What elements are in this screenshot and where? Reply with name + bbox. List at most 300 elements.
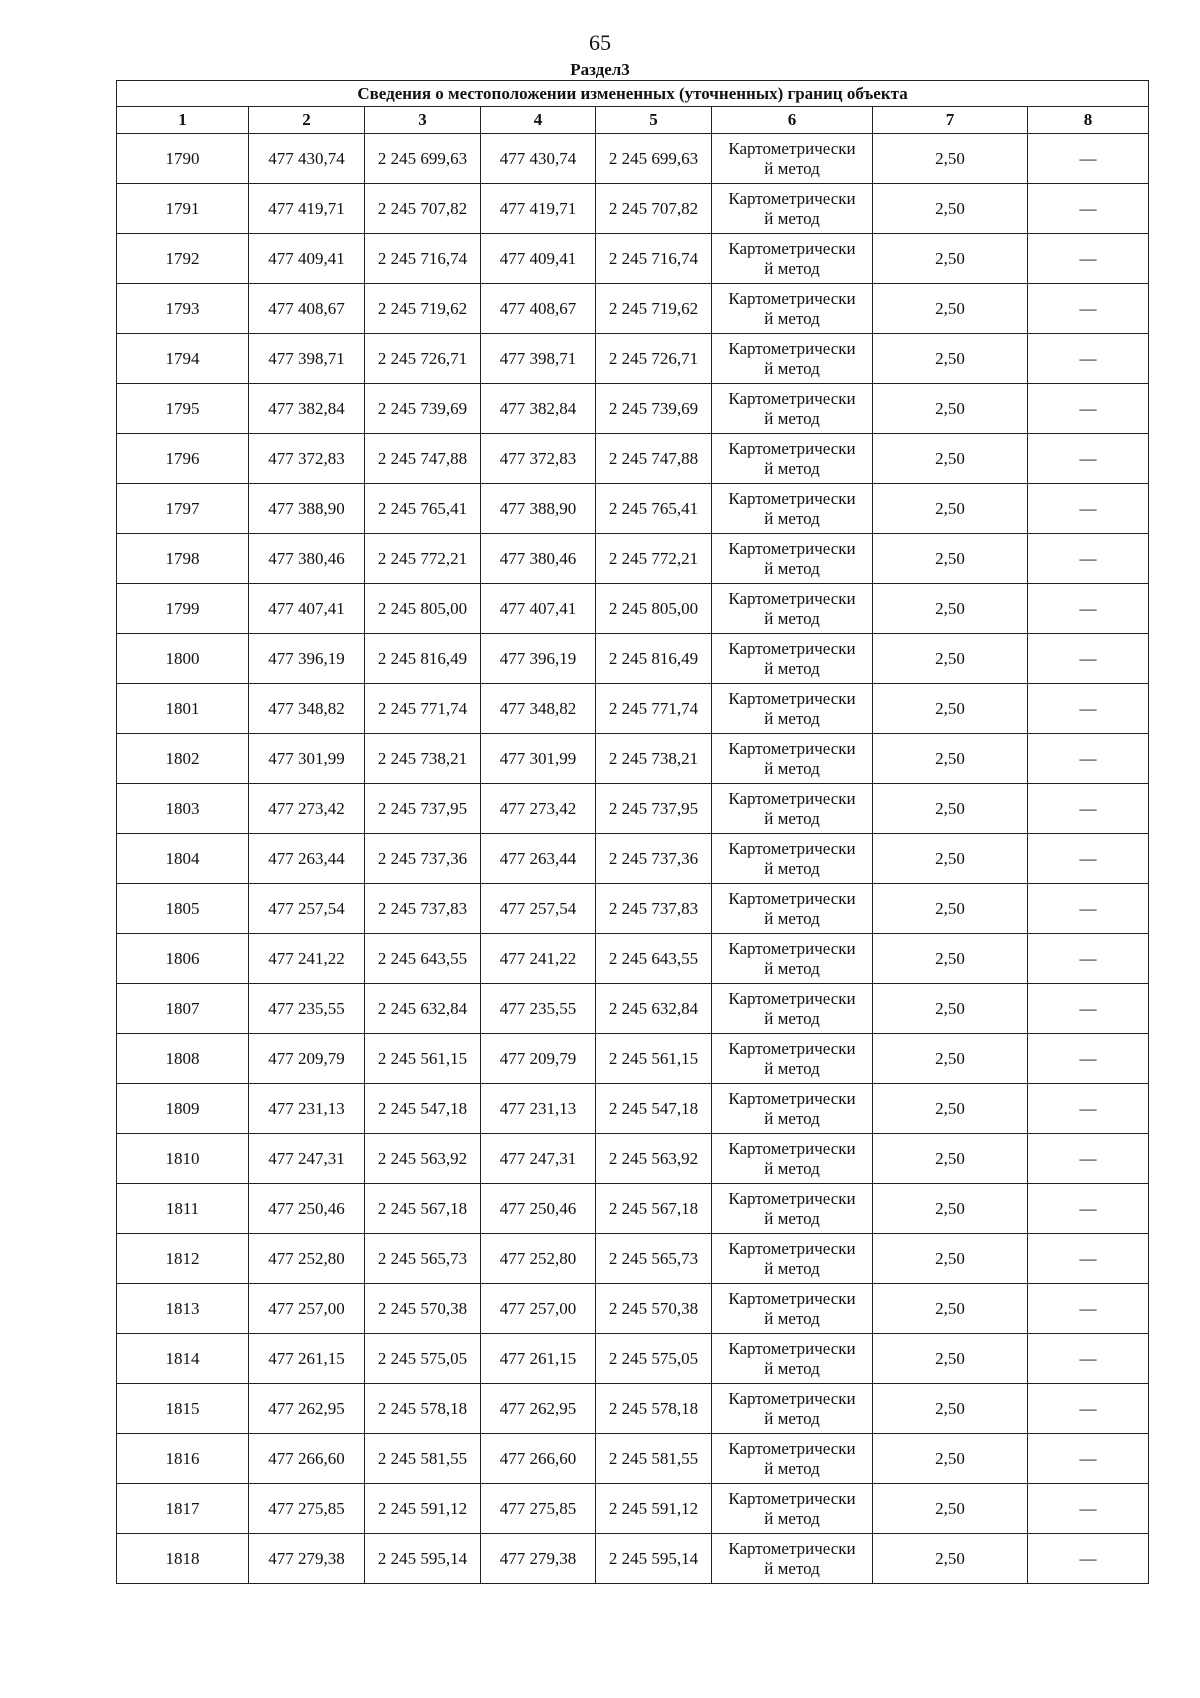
method-cell — [712, 734, 873, 784]
note-cell: — — [1028, 634, 1149, 684]
table-body — [117, 134, 1149, 1584]
x-coordinate-cell: 477 250,46 — [249, 1184, 365, 1234]
x-coordinate-new-cell: 477 372,83 — [481, 434, 596, 484]
method-line: й метод — [764, 1308, 820, 1328]
y-coordinate-new-cell: 2 245 565,73 — [596, 1234, 712, 1284]
table-row — [117, 1234, 1149, 1284]
y-coordinate-cell: 2 245 565,73 — [365, 1234, 481, 1284]
method-cell — [712, 1234, 873, 1284]
method-cell — [712, 984, 873, 1034]
note-cell: — — [1028, 1484, 1149, 1534]
x-coordinate-new-cell: 477 235,55 — [481, 984, 596, 1034]
accuracy-cell: 2,50 — [873, 734, 1028, 784]
table-row — [117, 134, 1149, 184]
note-cell: — — [1028, 884, 1149, 934]
y-coordinate-new-cell: 2 245 738,21 — [596, 734, 712, 784]
note-cell: — — [1028, 1084, 1149, 1134]
point-number-cell: 1818 — [117, 1534, 249, 1584]
y-coordinate-new-cell: 2 245 567,18 — [596, 1184, 712, 1234]
x-coordinate-cell: 477 266,60 — [249, 1434, 365, 1484]
accuracy-cell: 2,50 — [873, 584, 1028, 634]
section-label: Раздел3 — [570, 60, 630, 79]
method-line: Картометрически — [728, 1238, 856, 1258]
point-number-cell: 1804 — [117, 834, 249, 884]
x-coordinate-cell: 477 396,19 — [249, 634, 365, 684]
table-row — [117, 184, 1149, 234]
method-cell — [712, 784, 873, 834]
method-line: Картометрически — [728, 1338, 856, 1358]
accuracy-cell: 2,50 — [873, 884, 1028, 934]
x-coordinate-new-cell: 477 257,54 — [481, 884, 596, 934]
method-cell — [712, 584, 873, 634]
method-cell — [712, 1084, 873, 1134]
table-row — [117, 1134, 1149, 1184]
method-cell — [712, 234, 873, 284]
point-number-cell: 1795 — [117, 384, 249, 434]
method-line: Картометрически — [728, 1088, 856, 1108]
method-line: Картометрически — [728, 788, 856, 808]
method-line: Картометрически — [728, 338, 856, 358]
column-number: 6 — [712, 107, 873, 134]
y-coordinate-cell: 2 245 595,14 — [365, 1534, 481, 1584]
point-number-cell: 1797 — [117, 484, 249, 534]
y-coordinate-cell: 2 245 575,05 — [365, 1334, 481, 1384]
table-row — [117, 634, 1149, 684]
point-number-cell: 1808 — [117, 1034, 249, 1084]
accuracy-cell: 2,50 — [873, 334, 1028, 384]
y-coordinate-new-cell: 2 245 581,55 — [596, 1434, 712, 1484]
table-row — [117, 734, 1149, 784]
y-coordinate-cell: 2 245 563,92 — [365, 1134, 481, 1184]
method-cell — [712, 384, 873, 434]
y-coordinate-cell: 2 245 726,71 — [365, 334, 481, 384]
x-coordinate-new-cell: 477 388,90 — [481, 484, 596, 534]
y-coordinate-cell: 2 245 772,21 — [365, 534, 481, 584]
table-row — [117, 234, 1149, 284]
x-coordinate-new-cell: 477 252,80 — [481, 1234, 596, 1284]
method-line: й метод — [764, 808, 820, 828]
y-coordinate-cell: 2 245 737,36 — [365, 834, 481, 884]
column-number: 1 — [117, 107, 249, 134]
method-line: й метод — [764, 1508, 820, 1528]
x-coordinate-new-cell: 477 396,19 — [481, 634, 596, 684]
y-coordinate-new-cell: 2 245 561,15 — [596, 1034, 712, 1084]
method-cell — [712, 834, 873, 884]
y-coordinate-new-cell: 2 245 719,62 — [596, 284, 712, 334]
point-number-cell: 1801 — [117, 684, 249, 734]
y-coordinate-new-cell: 2 245 737,36 — [596, 834, 712, 884]
method-line: й метод — [764, 958, 820, 978]
method-cell — [712, 1034, 873, 1084]
method-line: Картометрически — [728, 238, 856, 258]
method-cell — [712, 1384, 873, 1434]
column-number: 3 — [365, 107, 481, 134]
table-row — [117, 1334, 1149, 1384]
table-row — [117, 1384, 1149, 1434]
method-cell — [712, 534, 873, 584]
note-cell: — — [1028, 1334, 1149, 1384]
point-number-cell: 1815 — [117, 1384, 249, 1434]
method-line: Картометрически — [728, 588, 856, 608]
x-coordinate-new-cell: 477 398,71 — [481, 334, 596, 384]
point-number-cell: 1800 — [117, 634, 249, 684]
y-coordinate-cell: 2 245 578,18 — [365, 1384, 481, 1434]
y-coordinate-cell: 2 245 739,69 — [365, 384, 481, 434]
point-number-cell: 1810 — [117, 1134, 249, 1184]
method-cell — [712, 684, 873, 734]
x-coordinate-new-cell: 477 209,79 — [481, 1034, 596, 1084]
accuracy-cell: 2,50 — [873, 1034, 1028, 1084]
method-line: й метод — [764, 1258, 820, 1278]
x-coordinate-new-cell: 477 409,41 — [481, 234, 596, 284]
method-line: й метод — [764, 408, 820, 428]
table-row — [117, 934, 1149, 984]
y-coordinate-new-cell: 2 245 547,18 — [596, 1084, 712, 1134]
point-number-cell: 1811 — [117, 1184, 249, 1234]
accuracy-cell: 2,50 — [873, 1184, 1028, 1234]
note-cell: — — [1028, 734, 1149, 784]
method-line: Картометрически — [728, 988, 856, 1008]
column-number: 5 — [596, 107, 712, 134]
accuracy-cell: 2,50 — [873, 934, 1028, 984]
table-row — [117, 684, 1149, 734]
column-number: 8 — [1028, 107, 1149, 134]
y-coordinate-cell: 2 245 719,62 — [365, 284, 481, 334]
y-coordinate-new-cell: 2 245 578,18 — [596, 1384, 712, 1434]
point-number-cell: 1807 — [117, 984, 249, 1034]
x-coordinate-new-cell: 477 266,60 — [481, 1434, 596, 1484]
method-line: й метод — [764, 1558, 820, 1578]
x-coordinate-new-cell: 477 348,82 — [481, 684, 596, 734]
note-cell: — — [1028, 1384, 1149, 1434]
table-row — [117, 784, 1149, 834]
accuracy-cell: 2,50 — [873, 184, 1028, 234]
accuracy-cell: 2,50 — [873, 984, 1028, 1034]
accuracy-cell: 2,50 — [873, 284, 1028, 334]
method-cell — [712, 1334, 873, 1384]
method-line: Картометрически — [728, 438, 856, 458]
y-coordinate-cell: 2 245 643,55 — [365, 934, 481, 984]
column-number: 7 — [873, 107, 1028, 134]
method-cell — [712, 1134, 873, 1184]
x-coordinate-cell: 477 382,84 — [249, 384, 365, 434]
point-number-cell: 1799 — [117, 584, 249, 634]
note-cell: — — [1028, 1284, 1149, 1334]
x-coordinate-cell: 477 257,00 — [249, 1284, 365, 1334]
point-number-cell: 1814 — [117, 1334, 249, 1384]
note-cell: — — [1028, 1234, 1149, 1284]
accuracy-cell: 2,50 — [873, 634, 1028, 684]
x-coordinate-new-cell: 477 407,41 — [481, 584, 596, 634]
accuracy-cell: 2,50 — [873, 834, 1028, 884]
table-row — [117, 1034, 1149, 1084]
method-cell — [712, 1534, 873, 1584]
note-cell: — — [1028, 684, 1149, 734]
method-line: й метод — [764, 1158, 820, 1178]
y-coordinate-cell: 2 245 747,88 — [365, 434, 481, 484]
accuracy-cell: 2,50 — [873, 1134, 1028, 1184]
x-coordinate-cell: 477 372,83 — [249, 434, 365, 484]
method-line: Картометрически — [728, 1488, 856, 1508]
method-line: Картометрически — [728, 288, 856, 308]
method-line: Картометрически — [728, 888, 856, 908]
method-line: Картометрически — [728, 1138, 856, 1158]
method-line: Картометрически — [728, 638, 856, 658]
accuracy-cell: 2,50 — [873, 234, 1028, 284]
note-cell: — — [1028, 1534, 1149, 1584]
x-coordinate-new-cell: 477 262,95 — [481, 1384, 596, 1434]
method-line: Картометрически — [728, 1388, 856, 1408]
x-coordinate-cell: 477 263,44 — [249, 834, 365, 884]
method-line: й метод — [764, 908, 820, 928]
method-cell — [712, 1434, 873, 1484]
method-line: й метод — [764, 458, 820, 478]
y-coordinate-cell: 2 245 547,18 — [365, 1084, 481, 1134]
method-line: й метод — [764, 358, 820, 378]
y-coordinate-cell: 2 245 581,55 — [365, 1434, 481, 1484]
note-cell: — — [1028, 384, 1149, 434]
x-coordinate-new-cell: 477 419,71 — [481, 184, 596, 234]
method-line: й метод — [764, 758, 820, 778]
point-number-cell: 1794 — [117, 334, 249, 384]
method-line: Картометрически — [728, 1438, 856, 1458]
x-coordinate-new-cell: 477 279,38 — [481, 1534, 596, 1584]
point-number-cell: 1813 — [117, 1284, 249, 1334]
method-line: Картометрически — [728, 188, 856, 208]
y-coordinate-new-cell: 2 245 739,69 — [596, 384, 712, 434]
point-number-cell: 1790 — [117, 134, 249, 184]
x-coordinate-new-cell: 477 241,22 — [481, 934, 596, 984]
method-line: Картометрически — [728, 688, 856, 708]
x-coordinate-cell: 477 261,15 — [249, 1334, 365, 1384]
method-cell — [712, 484, 873, 534]
method-line: Картометрически — [728, 1288, 856, 1308]
table-row — [117, 384, 1149, 434]
table-row — [117, 1284, 1149, 1334]
y-coordinate-new-cell: 2 245 575,05 — [596, 1334, 712, 1384]
x-coordinate-new-cell: 477 273,42 — [481, 784, 596, 834]
method-cell — [712, 184, 873, 234]
method-cell — [712, 634, 873, 684]
method-line: й метод — [764, 158, 820, 178]
column-number: 4 — [481, 107, 596, 134]
x-coordinate-cell: 477 231,13 — [249, 1084, 365, 1134]
y-coordinate-new-cell: 2 245 716,74 — [596, 234, 712, 284]
point-number-cell: 1816 — [117, 1434, 249, 1484]
point-number-cell: 1812 — [117, 1234, 249, 1284]
method-line: Картометрически — [728, 538, 856, 558]
method-line: й метод — [764, 1208, 820, 1228]
y-coordinate-new-cell: 2 245 707,82 — [596, 184, 712, 234]
y-coordinate-new-cell: 2 245 737,83 — [596, 884, 712, 934]
point-number-cell: 1817 — [117, 1484, 249, 1534]
method-line: Картометрически — [728, 388, 856, 408]
x-coordinate-new-cell: 477 257,00 — [481, 1284, 596, 1334]
x-coordinate-new-cell: 477 382,84 — [481, 384, 596, 434]
y-coordinate-cell: 2 245 737,83 — [365, 884, 481, 934]
method-line: й метод — [764, 608, 820, 628]
point-number-cell: 1805 — [117, 884, 249, 934]
column-number-row — [117, 107, 1149, 134]
y-coordinate-cell: 2 245 567,18 — [365, 1184, 481, 1234]
point-number-cell: 1809 — [117, 1084, 249, 1134]
y-coordinate-new-cell: 2 245 771,74 — [596, 684, 712, 734]
accuracy-cell: 2,50 — [873, 1384, 1028, 1434]
x-coordinate-cell: 477 430,74 — [249, 134, 365, 184]
page-number: 65 — [589, 30, 611, 55]
method-line: й метод — [764, 1058, 820, 1078]
method-line: й метод — [764, 1408, 820, 1428]
method-line: й метод — [764, 208, 820, 228]
table-title: Сведения о местоположении измененных (уточненных) границ объекта — [117, 81, 1149, 107]
point-number-cell: 1798 — [117, 534, 249, 584]
method-line: Картометрически — [728, 1188, 856, 1208]
x-coordinate-cell: 477 275,85 — [249, 1484, 365, 1534]
y-coordinate-cell: 2 245 561,15 — [365, 1034, 481, 1084]
y-coordinate-new-cell: 2 245 747,88 — [596, 434, 712, 484]
method-line: й метод — [764, 1008, 820, 1028]
y-coordinate-cell: 2 245 632,84 — [365, 984, 481, 1034]
y-coordinate-new-cell: 2 245 595,14 — [596, 1534, 712, 1584]
y-coordinate-new-cell: 2 245 699,63 — [596, 134, 712, 184]
boundary-coordinates-table — [116, 80, 1149, 1584]
method-line: й метод — [764, 1358, 820, 1378]
method-line: Картометрически — [728, 938, 856, 958]
method-line: й метод — [764, 308, 820, 328]
column-number: 2 — [249, 107, 365, 134]
method-line: й метод — [764, 508, 820, 528]
method-line: Картометрически — [728, 488, 856, 508]
x-coordinate-new-cell: 477 247,31 — [481, 1134, 596, 1184]
table-row — [117, 534, 1149, 584]
y-coordinate-new-cell: 2 245 570,38 — [596, 1284, 712, 1334]
accuracy-cell: 2,50 — [873, 684, 1028, 734]
accuracy-cell: 2,50 — [873, 534, 1028, 584]
y-coordinate-new-cell: 2 245 765,41 — [596, 484, 712, 534]
note-cell: — — [1028, 784, 1149, 834]
x-coordinate-cell: 477 279,38 — [249, 1534, 365, 1584]
y-coordinate-cell: 2 245 699,63 — [365, 134, 481, 184]
note-cell: — — [1028, 584, 1149, 634]
point-number-cell: 1803 — [117, 784, 249, 834]
note-cell: — — [1028, 834, 1149, 884]
y-coordinate-cell: 2 245 765,41 — [365, 484, 481, 534]
table-row — [117, 1434, 1149, 1484]
point-number-cell: 1806 — [117, 934, 249, 984]
method-line: Картометрически — [728, 138, 856, 158]
table-row — [117, 984, 1149, 1034]
y-coordinate-cell: 2 245 771,74 — [365, 684, 481, 734]
method-cell — [712, 1184, 873, 1234]
x-coordinate-cell: 477 419,71 — [249, 184, 365, 234]
method-line: Картометрически — [728, 1038, 856, 1058]
x-coordinate-new-cell: 477 430,74 — [481, 134, 596, 184]
method-line: й метод — [764, 858, 820, 878]
y-coordinate-new-cell: 2 245 643,55 — [596, 934, 712, 984]
point-number-cell: 1792 — [117, 234, 249, 284]
method-cell — [712, 934, 873, 984]
note-cell: — — [1028, 534, 1149, 584]
note-cell: — — [1028, 484, 1149, 534]
x-coordinate-new-cell: 477 408,67 — [481, 284, 596, 334]
accuracy-cell: 2,50 — [873, 1334, 1028, 1384]
accuracy-cell: 2,50 — [873, 1284, 1028, 1334]
table-row — [117, 584, 1149, 634]
accuracy-cell: 2,50 — [873, 784, 1028, 834]
note-cell: — — [1028, 134, 1149, 184]
accuracy-cell: 2,50 — [873, 484, 1028, 534]
accuracy-cell: 2,50 — [873, 1484, 1028, 1534]
y-coordinate-cell: 2 245 707,82 — [365, 184, 481, 234]
method-cell — [712, 434, 873, 484]
table-row — [117, 834, 1149, 884]
point-number-cell: 1793 — [117, 284, 249, 334]
method-cell — [712, 134, 873, 184]
y-coordinate-cell: 2 245 737,95 — [365, 784, 481, 834]
accuracy-cell: 2,50 — [873, 1534, 1028, 1584]
method-line: Картометрически — [728, 1538, 856, 1558]
x-coordinate-cell: 477 209,79 — [249, 1034, 365, 1084]
table-row — [117, 434, 1149, 484]
x-coordinate-cell: 477 252,80 — [249, 1234, 365, 1284]
x-coordinate-new-cell: 477 275,85 — [481, 1484, 596, 1534]
method-cell — [712, 884, 873, 934]
x-coordinate-cell: 477 380,46 — [249, 534, 365, 584]
y-coordinate-new-cell: 2 245 591,12 — [596, 1484, 712, 1534]
y-coordinate-new-cell: 2 245 805,00 — [596, 584, 712, 634]
x-coordinate-cell: 477 262,95 — [249, 1384, 365, 1434]
x-coordinate-cell: 477 408,67 — [249, 284, 365, 334]
table-row — [117, 1084, 1149, 1134]
note-cell: — — [1028, 284, 1149, 334]
x-coordinate-new-cell: 477 380,46 — [481, 534, 596, 584]
note-cell: — — [1028, 184, 1149, 234]
table-row — [117, 1484, 1149, 1534]
y-coordinate-cell: 2 245 591,12 — [365, 1484, 481, 1534]
x-coordinate-cell: 477 407,41 — [249, 584, 365, 634]
table-row — [117, 334, 1149, 384]
method-cell — [712, 284, 873, 334]
x-coordinate-cell: 477 257,54 — [249, 884, 365, 934]
y-coordinate-new-cell: 2 245 816,49 — [596, 634, 712, 684]
method-line: й метод — [764, 258, 820, 278]
note-cell: — — [1028, 234, 1149, 284]
note-cell: — — [1028, 934, 1149, 984]
note-cell: — — [1028, 984, 1149, 1034]
method-line: й метод — [764, 658, 820, 678]
method-line: Картометрически — [728, 838, 856, 858]
y-coordinate-new-cell: 2 245 737,95 — [596, 784, 712, 834]
y-coordinate-new-cell: 2 245 772,21 — [596, 534, 712, 584]
note-cell: — — [1028, 1134, 1149, 1184]
y-coordinate-cell: 2 245 716,74 — [365, 234, 481, 284]
note-cell: — — [1028, 434, 1149, 484]
x-coordinate-cell: 477 348,82 — [249, 684, 365, 734]
y-coordinate-new-cell: 2 245 563,92 — [596, 1134, 712, 1184]
accuracy-cell: 2,50 — [873, 434, 1028, 484]
method-cell — [712, 334, 873, 384]
y-coordinate-new-cell: 2 245 726,71 — [596, 334, 712, 384]
x-coordinate-new-cell: 477 301,99 — [481, 734, 596, 784]
accuracy-cell: 2,50 — [873, 1434, 1028, 1484]
method-line: й метод — [764, 708, 820, 728]
x-coordinate-cell: 477 409,41 — [249, 234, 365, 284]
note-cell: — — [1028, 1184, 1149, 1234]
accuracy-cell: 2,50 — [873, 134, 1028, 184]
y-coordinate-cell: 2 245 816,49 — [365, 634, 481, 684]
table-row — [117, 284, 1149, 334]
accuracy-cell: 2,50 — [873, 1084, 1028, 1134]
